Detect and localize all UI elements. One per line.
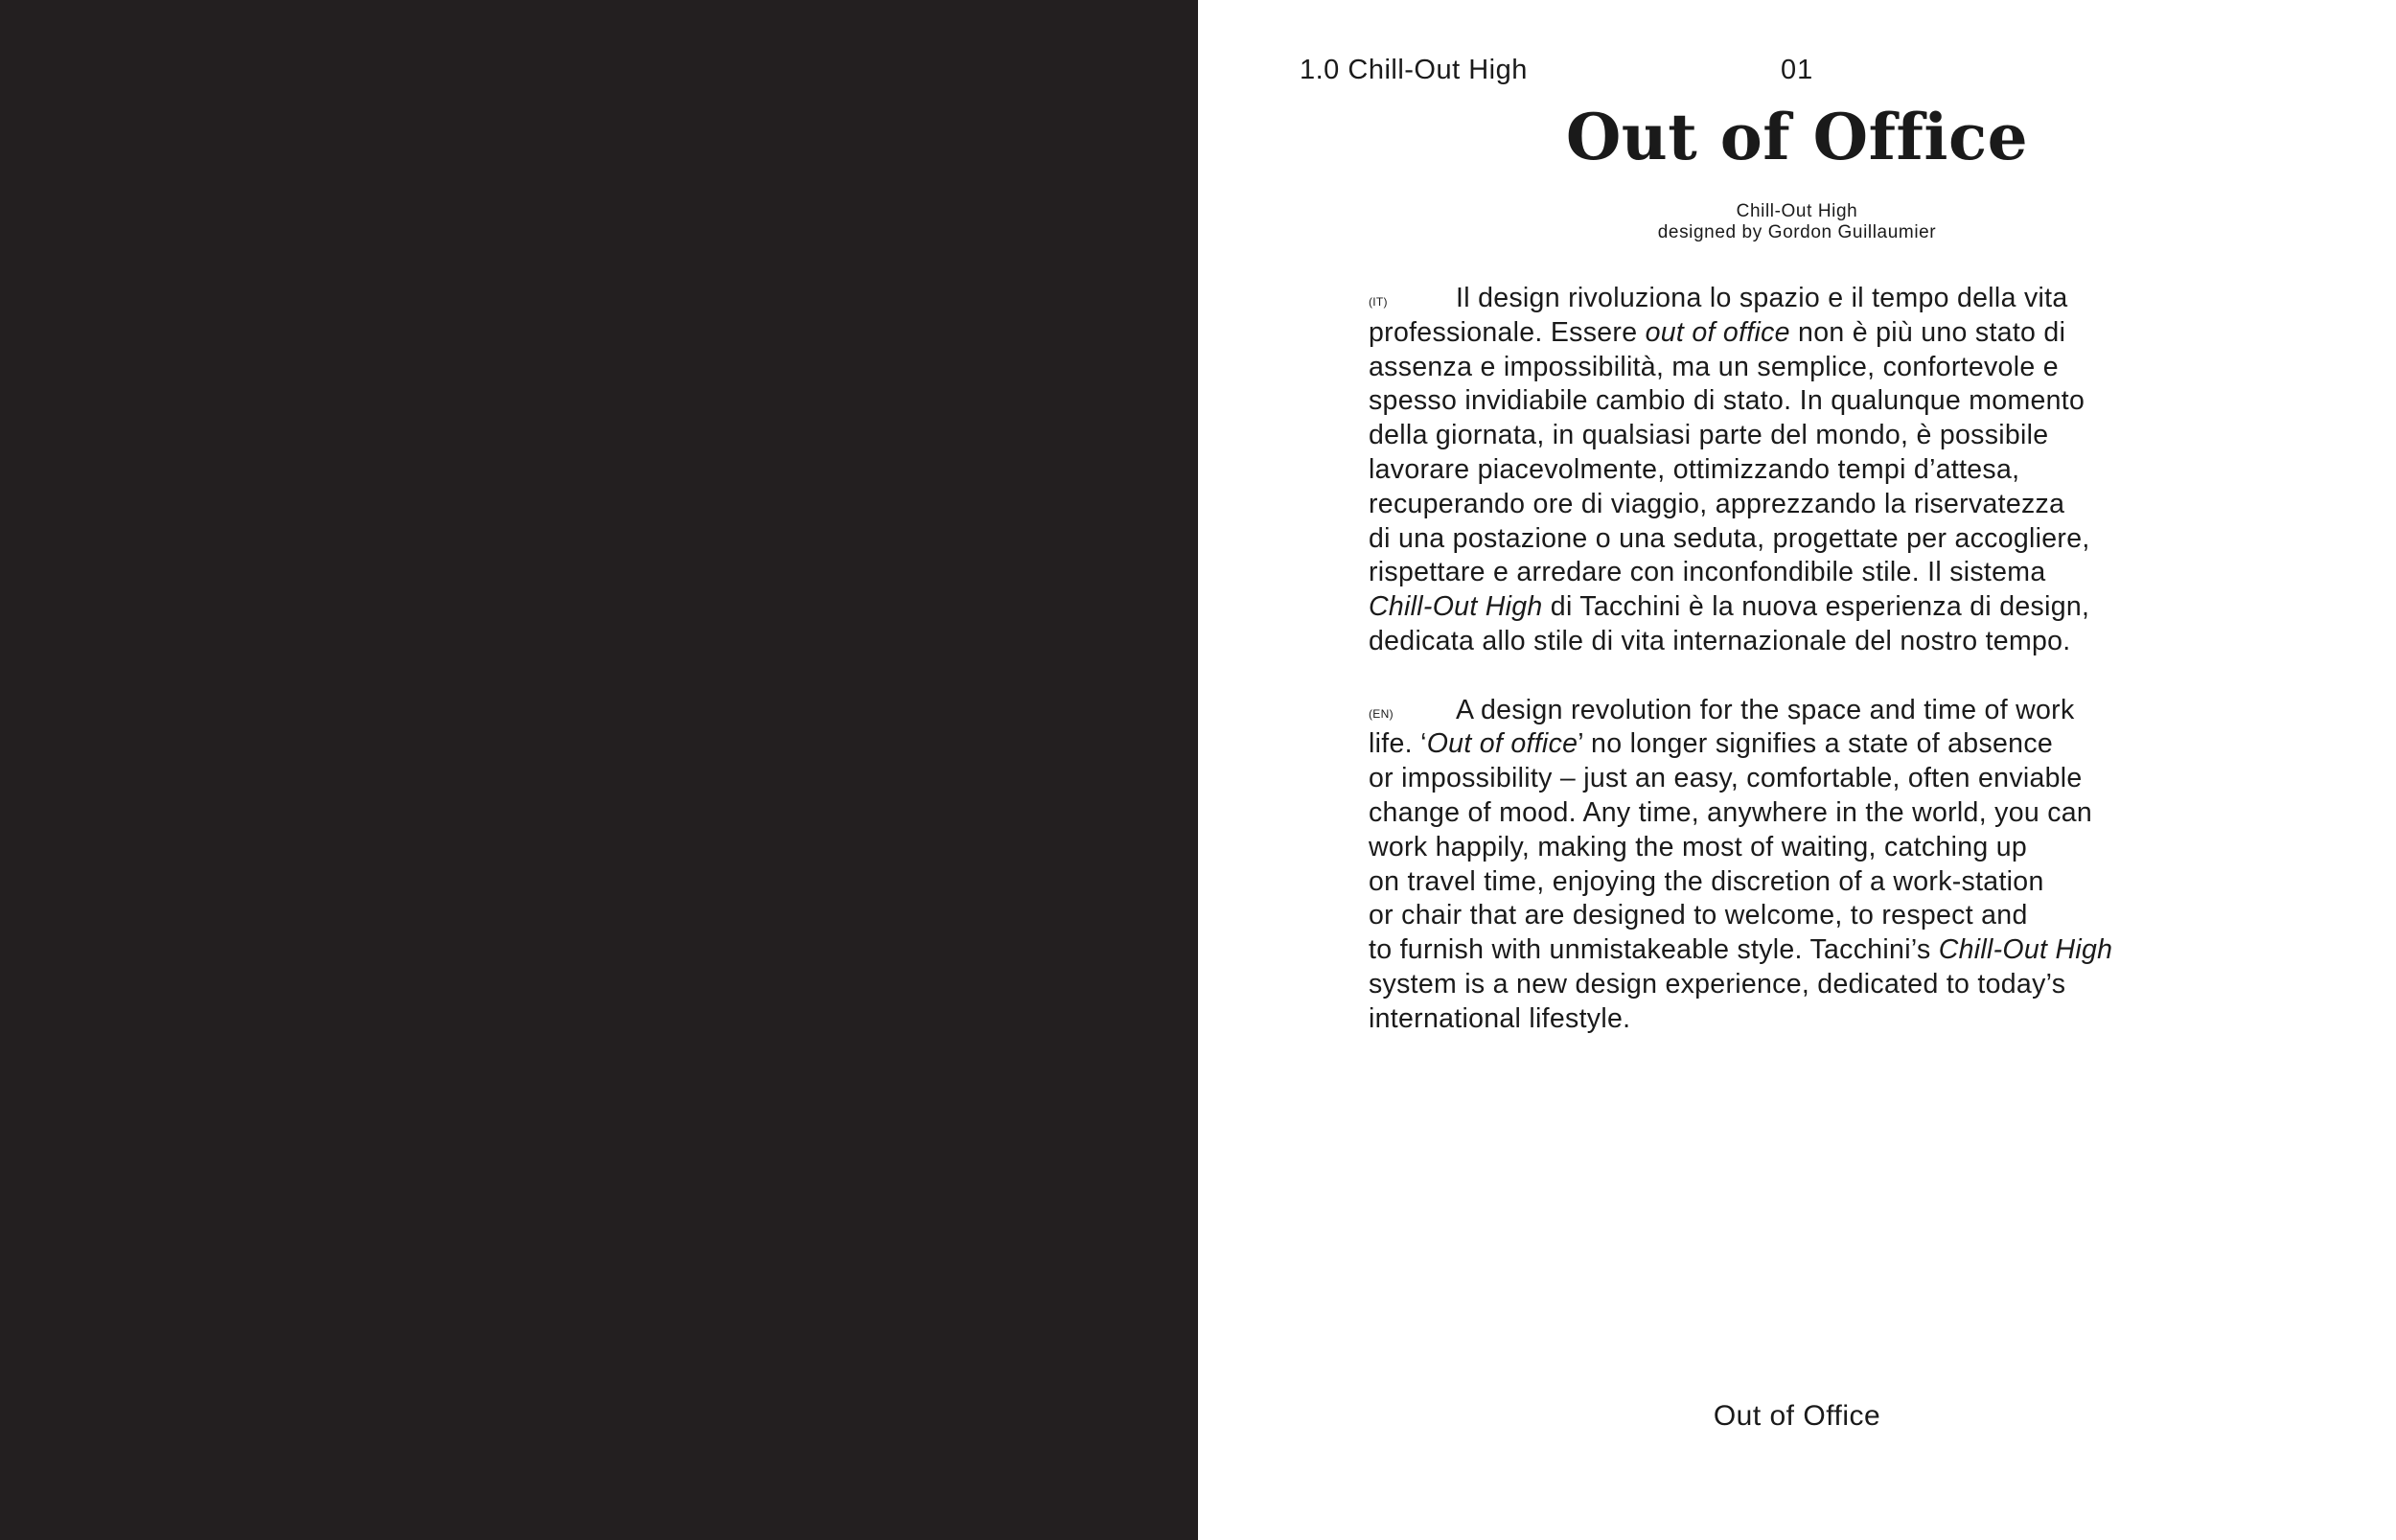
text-line: di una postazione o una seduta, progettate per accogliere, [1369, 522, 2090, 554]
language-tag-en: (EN) [1369, 706, 1394, 721]
text-span: professionale. Essere [1369, 316, 1646, 348]
text-line [1369, 316, 2289, 351]
text-page [1198, 0, 2396, 1540]
subtitle-designer: designed by Gordon Guillaumier [1657, 222, 1937, 242]
text-line [1369, 282, 2289, 316]
text-span: di Tacchini è la nuova esperienza di design, [1542, 591, 2090, 623]
text-line [1369, 590, 2289, 625]
text-span: A design revolution for the space and time of work [1456, 694, 2075, 725]
page-title: Out of Office [1565, 100, 2029, 174]
text-line [1369, 694, 2289, 728]
text-line: work happily, making the most of waiting, catching up [1369, 831, 2028, 862]
text-line [1369, 727, 2289, 762]
page-number: 01 [1781, 55, 1814, 85]
text-line: change of mood. Any time, anywhere in the world, you can [1369, 796, 2093, 828]
paragraph-italian [1369, 282, 2289, 659]
subtitle-product: Chill-Out High [1736, 201, 1858, 221]
text-line: dedicata allo stile di vita internazionale del nostro tempo. [1369, 625, 2071, 656]
subtitle [1198, 201, 2396, 243]
text-line: system is a new design experience, dedicated to today’s [1369, 968, 2066, 1000]
text-line: international lifestyle. [1369, 1002, 1631, 1034]
language-tag-it: (IT) [1369, 295, 1388, 309]
italic-span: Chill-Out High [1938, 934, 2113, 966]
text-span: to furnish with unmistakeable style. Tacchini’s [1369, 934, 1939, 966]
text-line: spesso invidiabile cambio di stato. In qualunque momento [1369, 385, 2085, 417]
italic-span: Chill-Out High [1369, 591, 1543, 623]
text-line: della giornata, in qualsiasi parte del mondo, è possibile [1369, 420, 2049, 451]
text-line: recuperando ore di viaggio, apprezzando la riservatezza [1369, 488, 2065, 519]
text-line: rispettare e arredare con inconfondibile stile. Il sistema [1369, 557, 2046, 588]
text-span: ’ no longer signifies a state of absence [1578, 728, 2054, 760]
footer-title: Out of Office [1713, 1400, 1881, 1432]
italic-span: out of office [1645, 316, 1790, 348]
text-line: or chair that are designed to welcome, to respect and [1369, 900, 2028, 931]
text-line: assenza e impossibilità, ma un semplice, confortevole e [1369, 351, 2059, 382]
section-label: 1.0 Chill-Out High [1300, 55, 1528, 85]
text-line: on travel time, enjoying the discretion of a work-station [1369, 865, 2044, 897]
text-line: lavorare piacevolmente, ottimizzando tempi d’attesa, [1369, 453, 2020, 485]
text-line [1369, 933, 2289, 968]
paragraph-english [1369, 694, 2289, 1037]
text-line: or impossibility – just an easy, comfortable, often enviable [1369, 763, 2083, 794]
body-text [1369, 282, 2289, 1070]
italic-span: Out of office [1426, 728, 1578, 760]
text-span: life. ‘ [1369, 728, 1427, 760]
text-span: non è più uno stato di [1789, 316, 2066, 348]
text-span: Il design rivoluziona lo spazio e il tempo della vita [1456, 283, 2068, 313]
